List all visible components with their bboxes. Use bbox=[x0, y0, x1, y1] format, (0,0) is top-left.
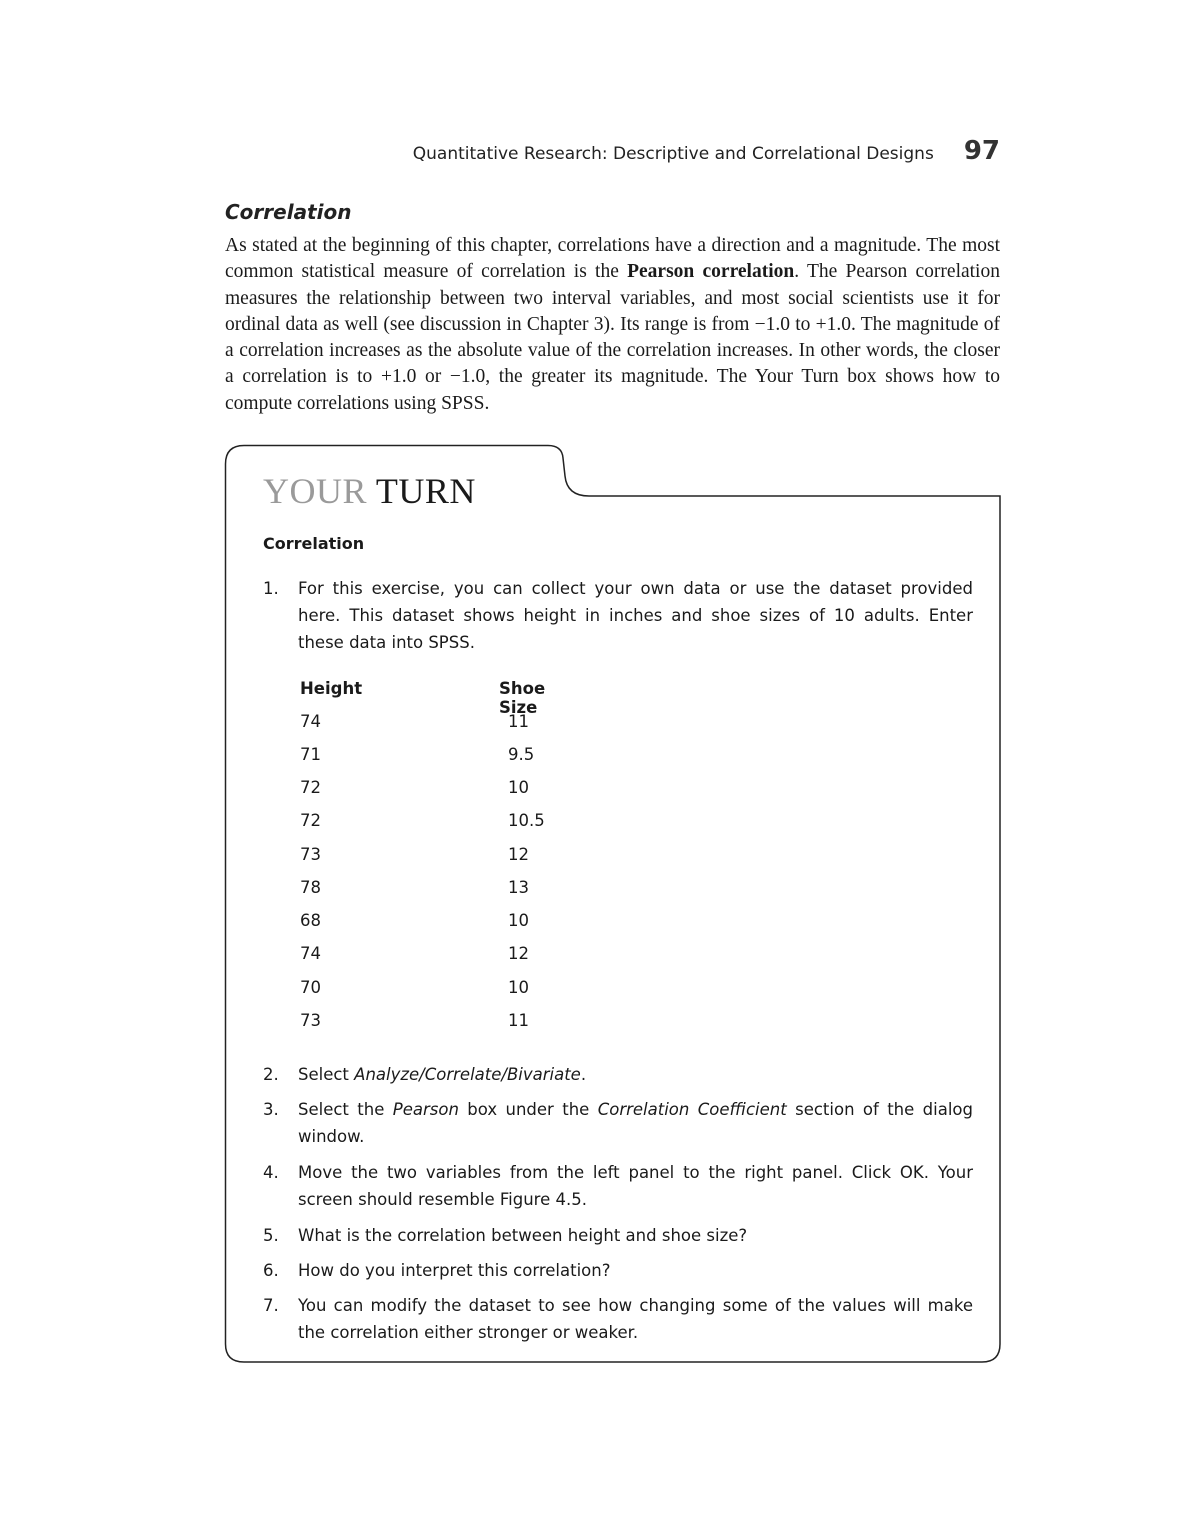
shoe-size-cell: 13 bbox=[508, 878, 529, 897]
your-turn-word-turn: TURN bbox=[375, 471, 476, 511]
height-cell: 72 bbox=[300, 811, 321, 830]
step-number: 4. bbox=[263, 1163, 279, 1182]
shoe-size-cell: 12 bbox=[508, 845, 529, 864]
step-text-part: Select the bbox=[298, 1100, 393, 1119]
step-text: You can modify the dataset to see how changing some of the values will make the correlation either stronger or weaker. bbox=[298, 1296, 973, 1342]
shoe-size-cell: 11 bbox=[508, 712, 529, 731]
step-7 bbox=[263, 1292, 973, 1346]
shoe-size-cell: 10.5 bbox=[508, 811, 545, 830]
step-number: 2. bbox=[263, 1065, 279, 1084]
step-text-part: . bbox=[580, 1065, 587, 1084]
header-height: Height bbox=[300, 679, 363, 698]
intro-paragraph bbox=[225, 233, 1000, 417]
shoe-size-cell: 9.5 bbox=[508, 745, 535, 764]
step-2 bbox=[263, 1061, 973, 1088]
step-text-part: box under the bbox=[458, 1100, 598, 1119]
pearson-term: Pearson correlation bbox=[627, 261, 795, 283]
height-cell: 72 bbox=[300, 778, 321, 797]
page-number: 97 bbox=[963, 136, 1000, 166]
step-5 bbox=[263, 1222, 973, 1249]
menu-path: Analyze/Correlate/Bivariate bbox=[354, 1065, 581, 1084]
step-4 bbox=[263, 1159, 973, 1213]
shoe-size-cell: 10 bbox=[508, 911, 529, 930]
your-turn-subtitle: Correlation bbox=[263, 534, 365, 553]
shoe-size-cell: 12 bbox=[508, 944, 529, 963]
height-cell: 78 bbox=[300, 878, 321, 897]
step-number: 3. bbox=[263, 1100, 279, 1119]
running-title: Quantitative Research: Descriptive and Correlational Designs bbox=[412, 144, 934, 164]
shoe-size-cell: 11 bbox=[508, 1011, 529, 1030]
correlation-coefficient-section: Correlation Coefficient bbox=[597, 1100, 787, 1119]
step-number: 5. bbox=[263, 1226, 279, 1245]
height-cell: 73 bbox=[300, 845, 321, 864]
shoe-size-cell: 10 bbox=[508, 978, 529, 997]
height-cell: 70 bbox=[300, 978, 321, 997]
pearson-option: Pearson bbox=[392, 1100, 459, 1119]
step-number: 7. bbox=[263, 1296, 279, 1315]
step-1 bbox=[263, 575, 973, 656]
step-text: For this exercise, you can collect your own data or use the dataset provided here. This dataset shows height in inches and shoe sizes of 10 adults. Enter these data into SPSS. bbox=[298, 579, 973, 652]
step-number: 6. bbox=[263, 1261, 279, 1280]
step-text bbox=[298, 1096, 973, 1150]
step-text: Move the two variables from the left panel to the right panel. Click OK. Your screen should resemble Figure 4.5. bbox=[298, 1163, 973, 1209]
intro-text-1: As stated at the beginning of this chapter, correlations have a direction and a magnitude. The most common statistical measure of correlation is the bbox=[225, 235, 1000, 283]
step-number: 1. bbox=[263, 579, 279, 598]
section-title: Correlation bbox=[225, 200, 352, 224]
step-3 bbox=[263, 1096, 973, 1150]
your-turn-word-your: YOUR bbox=[263, 471, 368, 511]
header-shoe-size: Shoe Size bbox=[499, 679, 546, 717]
height-cell: 68 bbox=[300, 911, 321, 930]
your-turn-title bbox=[263, 470, 476, 512]
step-text-part: section of the dialog window. bbox=[298, 1100, 973, 1146]
step-text: How do you interpret this correlation? bbox=[298, 1261, 611, 1280]
intro-text-2: . The Pearson correlation measures the relationship between two interval variables, and most social scientists use it for ordinal data as well (see discussion in Chapter 3). Its range is from −1.0 to +1.0. The magnitude of a correlation increases as the absolute value of the correlation increases. In other words, the closer a correlation is to +1.0 or −1.0, the greater its magnitude. The Your Turn box shows how to compute correlations using SPSS. bbox=[225, 261, 1000, 414]
step-6 bbox=[263, 1257, 973, 1284]
page-header bbox=[225, 136, 1000, 166]
step-text: What is the correlation between height and shoe size? bbox=[298, 1226, 748, 1245]
height-cell: 74 bbox=[300, 712, 321, 731]
step-text bbox=[298, 1061, 973, 1088]
step-text-part: Select bbox=[298, 1065, 355, 1084]
height-cell: 73 bbox=[300, 1011, 321, 1030]
height-cell: 71 bbox=[300, 745, 321, 764]
shoe-size-cell: 10 bbox=[508, 778, 529, 797]
height-cell: 74 bbox=[300, 944, 321, 963]
